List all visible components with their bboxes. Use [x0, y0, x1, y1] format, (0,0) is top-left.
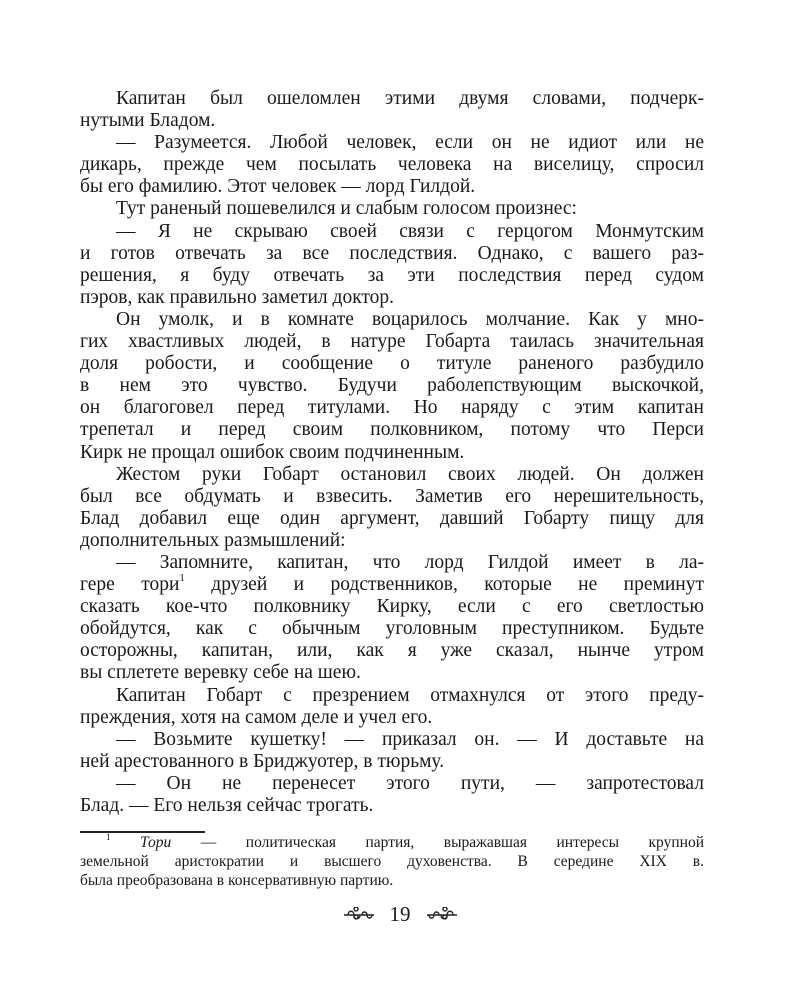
text-line: Он умолк, и в комнате воцарилось молчание. Как у мно-	[116, 308, 704, 330]
text-line: — Я не скрываю своей связи с герцогом Монмутским	[116, 220, 704, 242]
footnote	[80, 833, 704, 890]
text-line: решения, я буду отвечать за эти последствия перед судом	[80, 264, 704, 286]
paragraph	[80, 773, 704, 817]
footnote-ref[interactable]: 1	[179, 572, 185, 585]
text-segment: друзей и родственников, которые не преминут	[184, 574, 704, 596]
text-line: и готов отвечать за все последствия. Однако, с вашего раз-	[80, 242, 704, 264]
text-line: был все обдумать и взвесить. Заметив его нерешительность,	[80, 485, 704, 507]
paragraph	[80, 221, 704, 309]
text-line: в нем это чувство. Будучи раболепствующим выскочкой,	[80, 375, 704, 397]
text-line: Кирк не прощал ошибок своим подчиненным.	[80, 441, 465, 463]
text-line: Жестом руки Гобарт остановил своих людей. Он должен	[116, 463, 704, 485]
text-line	[80, 574, 704, 596]
text-line: преждения, хотя на самом деле и учел его.	[80, 706, 433, 728]
text-line: дикарь, прежде чем посылать человека на виселицу, спросил	[80, 154, 704, 176]
text-line: Капитан Гобарт с презрением отмахнулся от этого преду-	[116, 684, 704, 706]
text-line: ней арестованного в Бриджуотер, в тюрьму.	[80, 750, 445, 772]
text-line: осторожны, капитан, или, как я уже сказал, нынче утром	[80, 640, 704, 662]
text-line: доля робости, и сообщение о титуле раненого разбудило	[80, 353, 704, 375]
text-line: гих хвастливых людей, в натуре Гобарта таилась значительная	[80, 331, 704, 353]
paragraph	[80, 88, 704, 132]
footnote-line	[80, 833, 704, 852]
ornament-left-icon	[342, 907, 376, 923]
text-line: — Запомните, капитан, что лорд Гилдой имеет в ла-	[116, 551, 704, 573]
body-text	[80, 88, 704, 817]
text-line: дополнительных размышлений:	[80, 529, 346, 551]
text-segment: — политическая партия, выражавшая интересы крупной	[171, 834, 704, 851]
text-line: — Возьмите кушетку! — приказал он. — И доставьте на	[116, 728, 704, 750]
text-line: обойдутся, как с обычным уголовным преступником. Будьте	[80, 618, 704, 640]
text-line: Блад. — Его нельзя сейчас трогать.	[80, 795, 374, 816]
paragraph	[80, 309, 704, 464]
page-number: 19	[389, 902, 411, 926]
paragraph	[80, 198, 704, 220]
paragraph	[80, 552, 704, 685]
ornament-right-icon	[425, 907, 459, 923]
text-line: нутыми Бладом.	[80, 110, 216, 132]
text-line: Тут раненый пошевелился и слабым голосом произнес:	[116, 198, 577, 220]
paragraph	[80, 132, 704, 198]
paragraph	[80, 685, 704, 729]
footnote-term: Тори	[140, 834, 172, 851]
paragraph	[80, 464, 704, 552]
text-line: трепетал и перед своим полковником, потому что Перси	[80, 419, 704, 441]
footnote-line: была преобразована в консервативную партию.	[80, 872, 394, 889]
text-line: пэров, как правильно заметил доктор.	[80, 286, 395, 308]
text-segment: гере тори	[80, 574, 180, 596]
footnote-marker: 1	[106, 832, 111, 842]
text-line: — Он не перенесет этого пути, — запротестовал	[116, 772, 704, 794]
text-line: бы его фамилию. Этот человек — лорд Гилдой.	[80, 176, 476, 198]
text-line: сказать кое-что полковнику Кирку, если с его светлостью	[80, 596, 704, 618]
text-line: Капитан был ошеломлен этими двумя словами, подчерк-	[116, 88, 704, 109]
footnote-line: земельной аристократии и высшего духовенства. В середине XIX в.	[80, 853, 704, 870]
text-line: вы сплетете веревку себе на шею.	[80, 662, 361, 684]
page-footer	[0, 902, 800, 927]
text-line: он благоговел перед титулами. Но наряду с этим капитан	[80, 397, 704, 419]
text-line: Блад добавил еще один аргумент, давший Гобарту пищу для	[80, 507, 704, 529]
paragraph	[80, 729, 704, 773]
text-line: — Разумеется. Любой человек, если он не идиот или не	[116, 132, 704, 154]
